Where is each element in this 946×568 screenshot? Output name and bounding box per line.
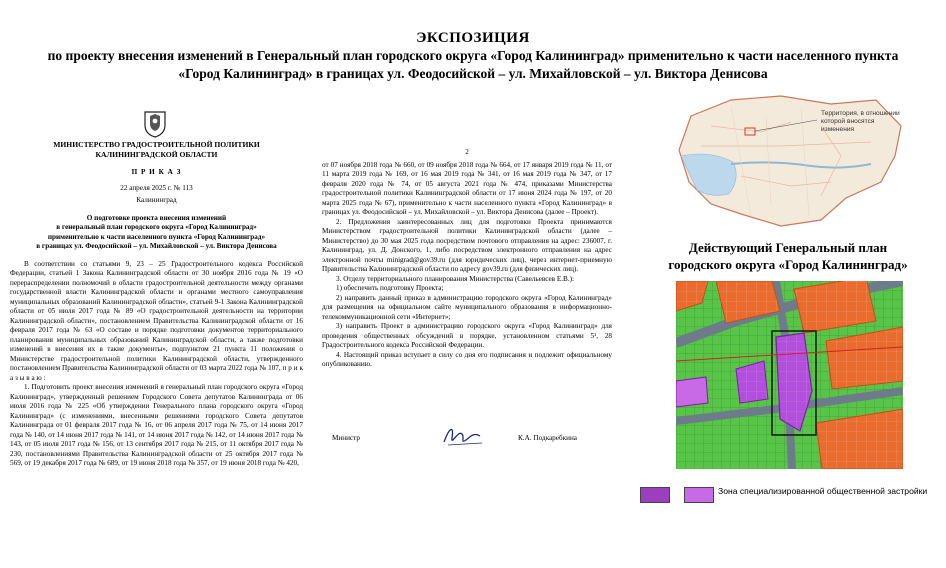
- page-number: 2: [465, 148, 469, 156]
- ministry-name-line2: КАЛИНИНГРАДСКОЙ ОБЛАСТИ: [95, 150, 218, 160]
- signature-icon: [440, 424, 486, 450]
- order-subject-line2: в генеральный план городского округа «Город Калининград»: [56, 223, 257, 232]
- signer-name: К.А. Подкаребкина: [518, 434, 577, 442]
- ministry-name-line1: МИНИСТЕРСТВО ГРАДОСТРОИТЕЛЬНОЙ ПОЛИТИКИ: [53, 140, 260, 149]
- order-subject-line3: применительно к части населенного пункта «Город Калининград»: [47, 232, 266, 241]
- order-paragraph-3-3: 3) направить Проект в администрацию городского округа «Город Калининград» для проведения общественных обсуждений в порядке, установленном статьями 5¹, 28 Градостроительного кодекса Российской Федерации.: [322, 322, 612, 349]
- exposition-subtitle-line1: по проекту внесения изменений в Генеральный план городского округа «Город Калининград» применительно к части населенного пункта: [47, 48, 899, 63]
- exposition-subtitle-line2: «Город Калининград» в границах ул. Феодосийской – ул. Михайловской – ул. Виктора Денисова: [178, 66, 768, 81]
- order-document-page-2: [322, 148, 612, 568]
- legend-swatch-light: [684, 487, 714, 503]
- order-paragraph-3-1: 1) обеспечить подготовку Проекта;: [336, 284, 444, 292]
- order-paragraph-1: 1. Подготовить проект внесения изменений в генеральный план городского округа «Город Калининград», утвержденный решением Городского Совета депутатов Калининграда от 06 июля 2016 года № 225 «Об утверждении Генерального плана городского округа «Город Калининград» (с изменениями, внесенными решениями городского Совета депутатов Калининграда от 01 февраля 2017 года № 16, от 06 апреля 2017 года № 75, от 14 июня 2017 года № 140, от 14 июня 2017 года № 141, от 14 июня 2017 года № 142, от 14 июня 2017 года № 143, от 05 июля 2017 года № 156, от 13 сентября 2017 года № 215, от 11 октября 2017 года № 230, постановлениями Правительства Калининградской области от 25 октября 2017 года № 569, от 19 декабря 2017 года № 689, от 19 июня 2018 года № 357, от 19 июня 2018 года № 420,: [10, 383, 303, 468]
- legend-label: Зона специализированной общественной застройки: [718, 486, 928, 496]
- legend-swatch-dark: [640, 487, 670, 503]
- city-boundary-map: [671, 86, 907, 233]
- order-subject-line1: О подготовке проекта внесения изменений: [86, 213, 227, 222]
- coat-of-arms-icon: [142, 110, 168, 138]
- order-paragraph-3-2: 2) направить данный приказ в администрацию городского округа «Город Калининград» для размещения на официальном сайте муниципального образования в информационно-телекоммуникационной сети «Интернет»;: [322, 293, 612, 321]
- order-date-number: 22 апреля 2025 г. № 113: [120, 183, 193, 192]
- general-plan-fragment: [676, 281, 903, 469]
- order-paragraph-basis: В соответствии со статьями 9, 23 – 25 Градостроительного кодекса Российской Федерации, статьей 1 Закона Калининградской области от 30 ноября 2016 года № 19 «О перераспределении полномочий в области градостроительной деятельности между органами государственной власти Калининградской области и органами местного самоуправления муниципальных образований Калининградской области», статьей 9-1 Закона Калининградской области от 05 июля 2017 года № 89 «О градостроительной деятельности на территории Калининградской области», постановлением Правительства Калининградской области от 16 февраля 2017 года № 63 «О составе и порядке подготовки документов территориального планирования муниципальных образований Калининградской области, а также подготовки изменений в внесения их в такие документы», подпунктом 21 пункта 11 положения о Министерстве градостроительной политики Калининградской области, утвержденного постановлением Правительства Калининградской области от 03 марта 2022 года № 107, п р и к а з ы в а ю :: [10, 259, 303, 382]
- locator-map: [671, 86, 907, 233]
- zoning-map: [676, 281, 903, 469]
- order-document-page-1: [10, 110, 303, 530]
- order-paragraph-2: 2. Предложения заинтересованных лиц для подготовки Проекта принимаются Министерством градостроительной политики Калининградской области (далее – Министерство) до 30 мая 2025 года посредством почтового отправления на адрес: 236007, г. Калининград, ул. Д. Донского, 1, либо посредством электронного отправления на адрес электронной почты minigrad@gov39.ru (для юридических лиц), через интернет-приемную Правительства Калининградской области по адресу gov39.ru (для физических лиц).: [322, 217, 612, 273]
- order-subject-line4: в границах ул. Феодосийской – ул. Михайловской – ул. Виктора Денисова: [36, 242, 277, 251]
- locator-label: Территория, в отношении которой вносятся изменения: [821, 110, 900, 133]
- plan-title-line2: городского округа «Город Калининград»: [668, 257, 908, 272]
- order-paragraph-4: 4. Настоящий приказ вступает в силу со дня его подписания и подлежит официальному опубликованию.: [322, 350, 612, 368]
- signature-block: [322, 428, 612, 450]
- order-city: Калининград: [136, 196, 177, 205]
- exposition-title: ЭКСПОЗИЦИЯ: [416, 30, 530, 46]
- order-paragraph-3: 3. Отделу территориального планирования Министерства (Савельевсев Е.В.):: [336, 274, 575, 283]
- signer-role: Министр: [332, 434, 360, 442]
- plan-title-line1: Действующий Генеральный план: [688, 240, 888, 255]
- order-paragraph-continued: от 07 ноября 2018 года № 660, от 09 ноября 2018 года № 664, от 17 января 2019 года № 11, от 11 марта 2019 года № 169, от 16 мая 2019 года № 341, от 16 мая 2019 года № 347, от 17 февраля 2020 года № 74, от 05 августа 2021 года № 474, приказами Министерства градостроительной политики Калининградской области от 17 июня 2024 года № 197, от 20 марта 2025 года № 67), применительно к части населенного пункта «Город Калининград» в границах ул. Феодосийской – ул. Михайловской – ул. Виктора Денисова (далее – Проект).: [322, 160, 612, 216]
- order-word: П Р И К А З: [131, 168, 182, 177]
